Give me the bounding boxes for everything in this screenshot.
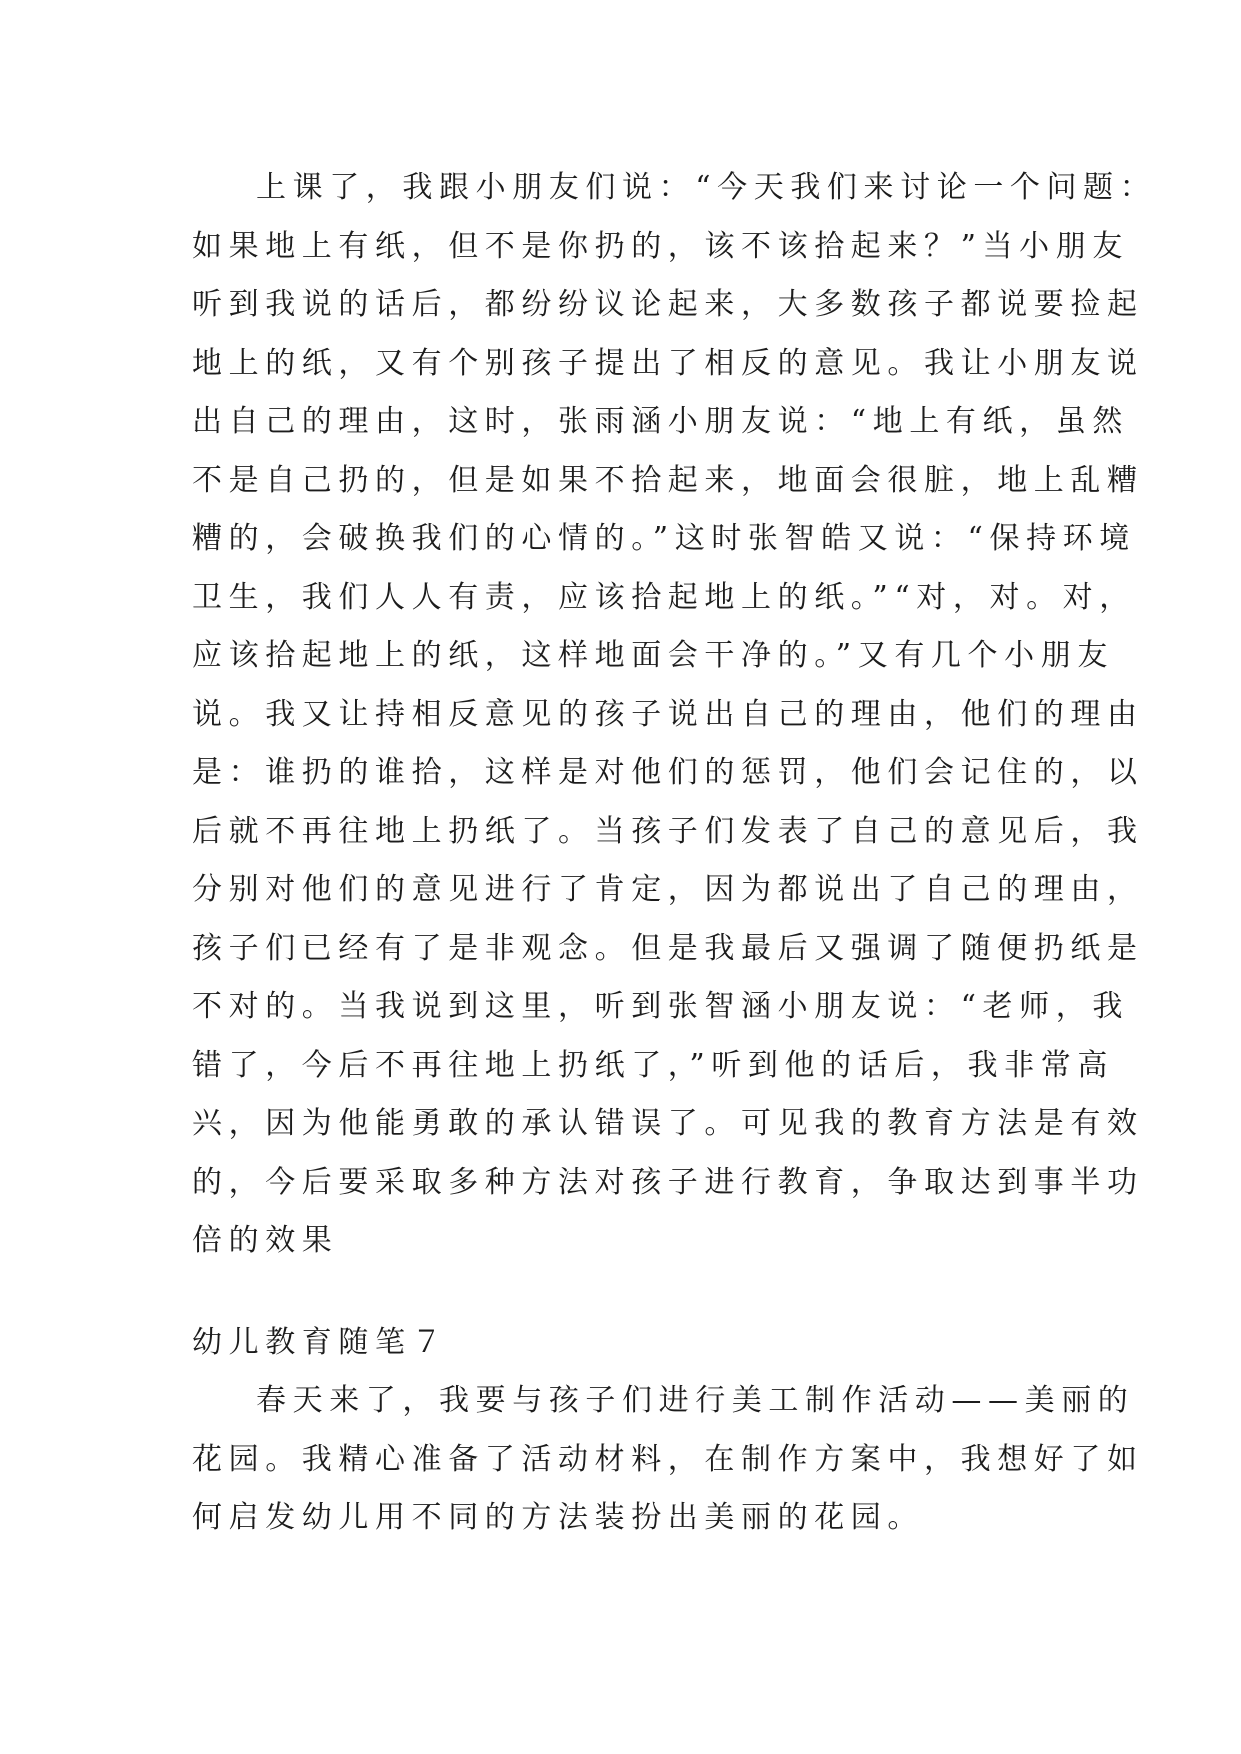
text-line: 卫生，我们人人有责，应该拾起地上的纸。”“对，对。对， [192, 579, 1136, 615]
text-line: 孩子们已经有了是非观念。但是我最后又强调了随便扔纸是 [192, 930, 1144, 966]
text-line: 错了，今后不再往地上扔纸了，”听到他的话后，我非常高 [192, 1047, 1114, 1083]
text-line: 倍的效果 [192, 1223, 339, 1258]
text-line: 春天来了，我要与孩子们进行美工制作活动——美丽的 [256, 1383, 1135, 1418]
text-line: 是：谁扔的谁拾，这样是对他们的惩罚，他们会记住的，以 [192, 755, 1144, 790]
text-line: 分别对他们的意见进行了肯定，因为都说出了自己的理由， [192, 872, 1144, 907]
text-line: 说。我又让持相反意见的孩子说出自己的理由，他们的理由 [192, 696, 1144, 732]
text-line: 地上的纸，又有个别孩子提出了相反的意见。我让小朋友说 [192, 345, 1144, 381]
text-line: 出自己的理由，这时，张雨涵小朋友说：“地上有纸，虽然 [192, 404, 1129, 439]
text-line: 不是自己扔的，但是如果不拾起来，地面会很脏，地上乱糟 [192, 462, 1144, 498]
paragraph-spring-garden [192, 1372, 1144, 1548]
text-line: 听到我说的话后，都纷纷议论起来，大多数孩子都说要捡起 [192, 287, 1144, 322]
text-line: 应该拾起地上的纸，这样地面会干净的。”又有几个小朋友 [192, 638, 1114, 673]
heading-text: 幼儿教育随笔７ [192, 1325, 449, 1360]
paragraph-discussion [192, 159, 1157, 1271]
section-heading [192, 1314, 1072, 1373]
text-line: 糟的，会破换我们的心情的。”这时张智皓又说：“保持环境 [192, 521, 1136, 556]
text-line: 的，今后要采取多种方法对孩子进行教育，争取达到事半功 [192, 1164, 1144, 1200]
text-line: 后就不再往地上扔纸了。当孩子们发表了自己的意见后，我 [192, 813, 1144, 849]
text-line: 上课了，我跟小朋友们说：“今天我们来讨论一个问题： [256, 170, 1157, 205]
text-line: 不对的。当我说到这里，听到张智涵小朋友说：“老师，我 [192, 989, 1129, 1024]
text-line: 兴，因为他能勇敢的承认错误了。可见我的教育方法是有效 [192, 1106, 1144, 1141]
text-line: 花园。我精心准备了活动材料，在制作方案中，我想好了如 [192, 1441, 1144, 1477]
text-line: 如果地上有纸，但不是你扔的，该不该拾起来？”当小朋友 [192, 228, 1129, 264]
text-line: 何启发幼儿用不同的方法装扮出美丽的花园。 [192, 1500, 924, 1535]
